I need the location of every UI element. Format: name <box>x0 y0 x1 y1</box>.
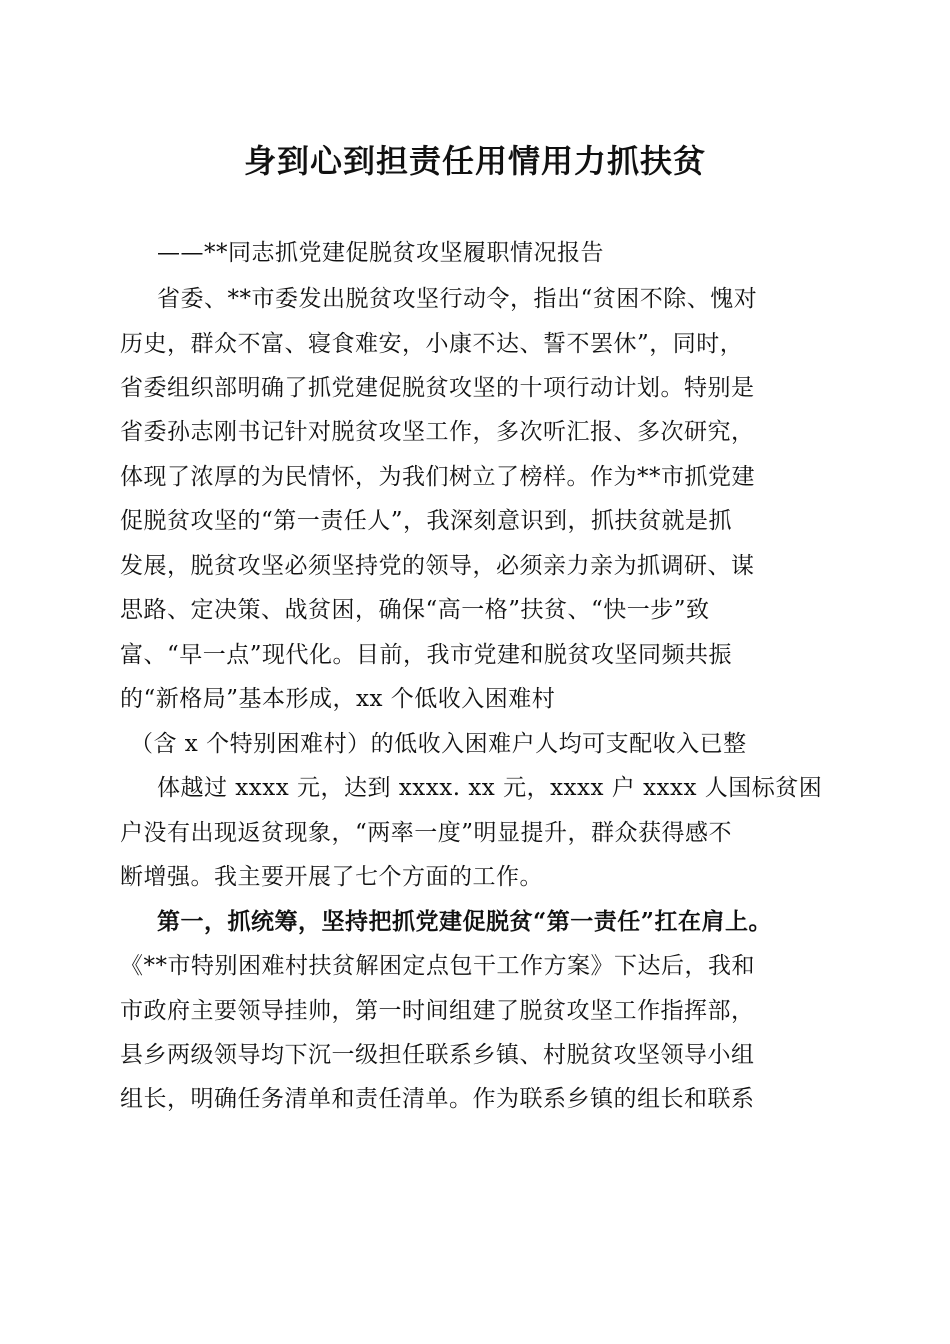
paragraph-line: 省委、**市委发出脱贫攻坚行动令，指出“贫困不除、愧对 <box>157 286 758 312</box>
paragraph-line: 户没有出现返贫现象，“两率一度”明显提升，群众获得感不 <box>120 820 733 846</box>
paragraph-line: 历史，群众不富、寝食难安，小康不达、誓不罢休”，同时， <box>120 331 744 357</box>
paragraph-line: 市政府主要领导挂帅，第一时间组建了脱贫攻坚工作指挥部， <box>120 998 755 1024</box>
paragraph-line: 《**市特别困难村扶贫解困定点包干工作方案》下达后，我和 <box>120 953 755 979</box>
paragraph-line: 富、“早一点”现代化。目前，我市党建和脱贫攻坚同频共振 <box>120 642 733 668</box>
document-subtitle: ——**同志抓党建促脱贫攻坚履职情况报告 <box>157 240 604 266</box>
paragraph-line: 促脱贫攻坚的“第一责任人”，我深刻意识到，抓扶贫就是抓 <box>120 508 733 534</box>
paragraph-line: 省委组织部明确了抓党建促脱贫攻坚的十项行动计划。特别是 <box>120 375 755 401</box>
paragraph-line: 思路、定决策、战贫困，确保“高一格”扶贫、“快一步”致 <box>120 597 710 623</box>
paragraph-line: 断增强。我主要开展了七个方面的工作。 <box>120 864 543 890</box>
paragraph-line: （含 x 个特别困难村）的低收入困难户人均可支配收入已整 <box>130 731 747 757</box>
document-title: 身到心到担责任用情用力抓扶贫 <box>243 142 706 180</box>
paragraph-line: 组长，明确任务清单和责任清单。作为联系乡镇的组长和联系 <box>120 1086 755 1112</box>
paragraph-line: 省委孙志刚书记针对脱贫攻坚工作，多次听汇报、多次研究， <box>120 419 755 445</box>
paragraph-line: 县乡两级领导均下沉一级担任联系乡镇、村脱贫攻坚领导小组 <box>120 1042 755 1068</box>
paragraph-line: 体越过 xxxx 元，达到 xxxx. xx 元，xxxx 户 xxxx 人国标贫困 <box>157 775 823 801</box>
paragraph-line: 体现了浓厚的为民情怀，为我们树立了榜样。作为**市抓党建 <box>120 464 755 490</box>
paragraph-line: 发展，脱贫攻坚必须坚持党的领导，必须亲力亲为抓调研、谋 <box>120 553 755 579</box>
section-heading: 第一，抓统筹，坚持把抓党建促脱贫“第一责任”扛在肩上。 <box>157 908 772 935</box>
paragraph-line: 的“新格局”基本形成，xx 个低收入困难村 <box>120 686 556 712</box>
